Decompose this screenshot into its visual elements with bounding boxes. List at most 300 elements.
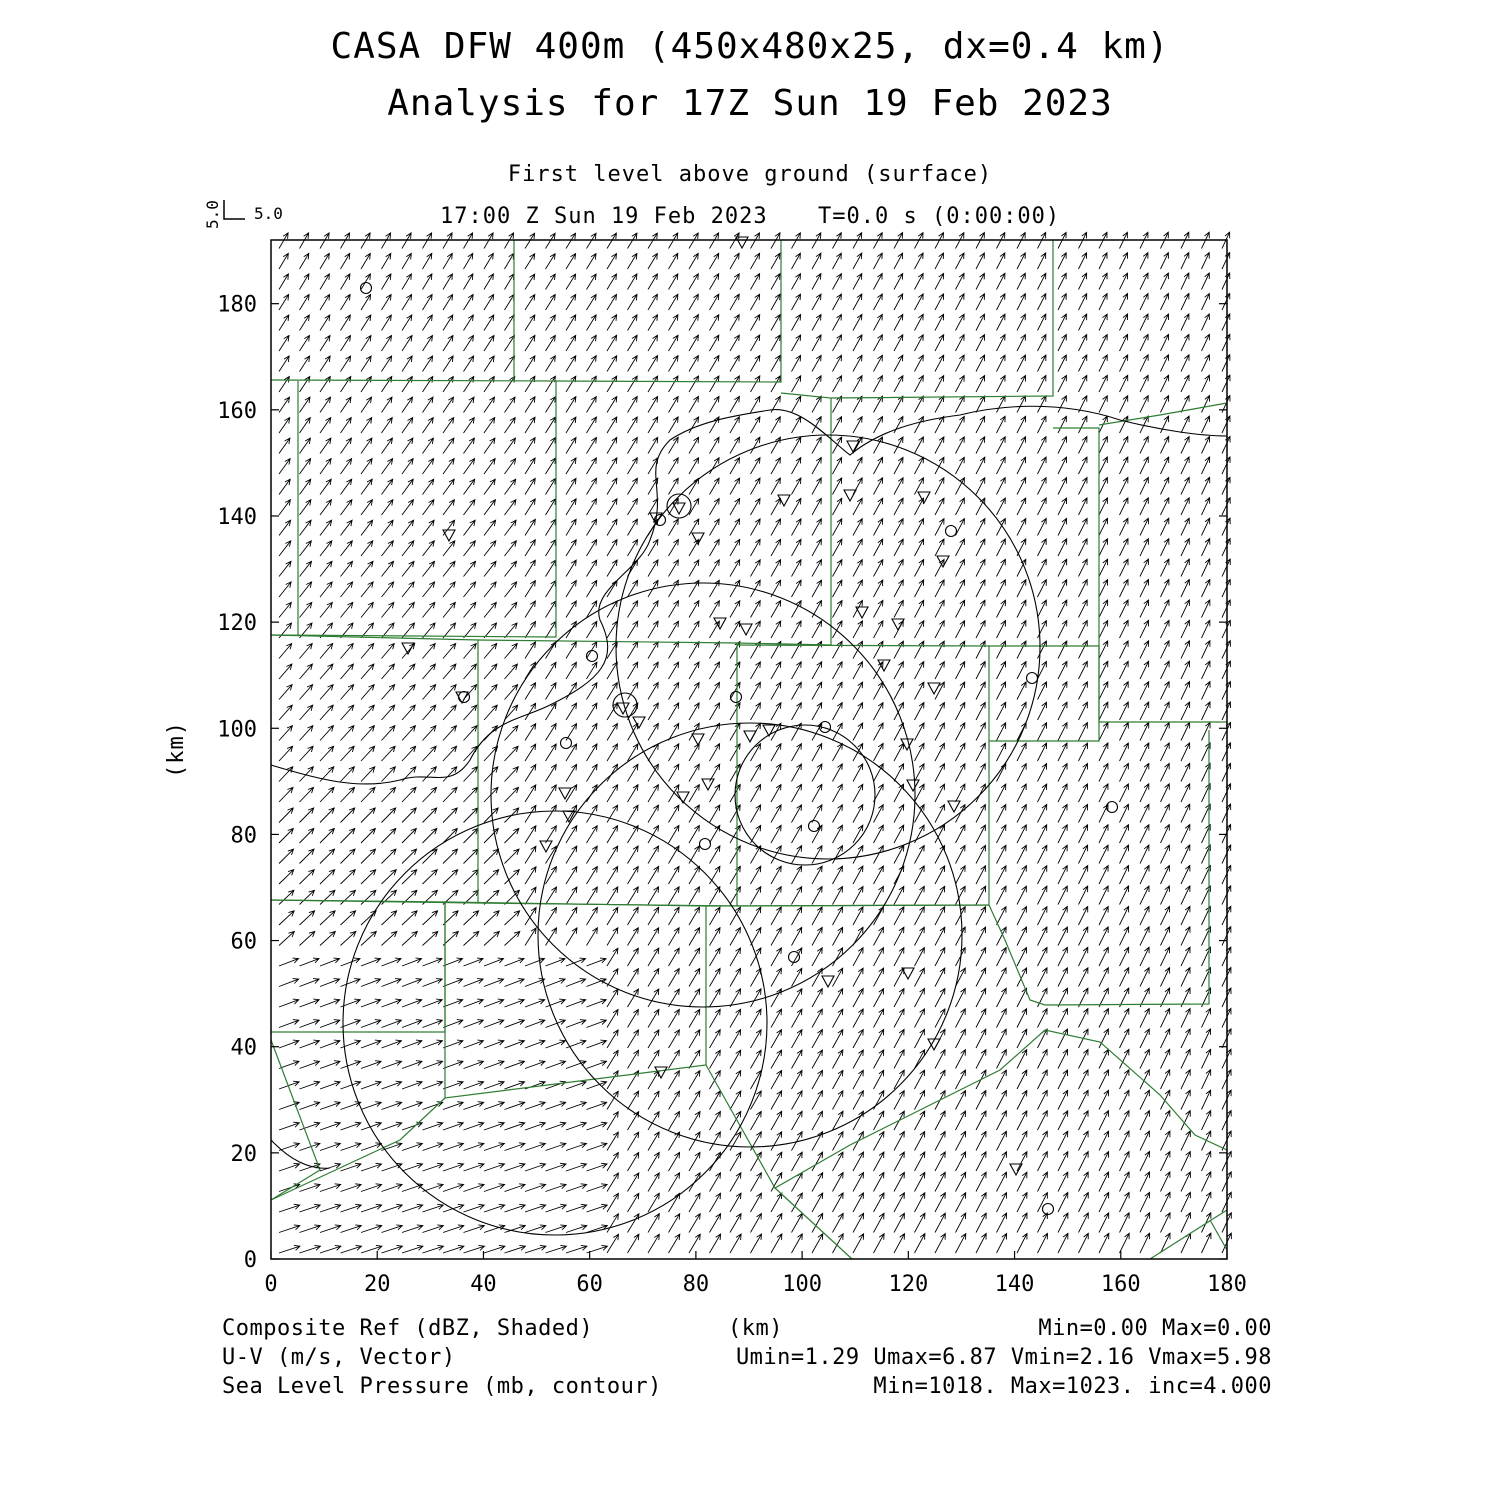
station-circle-icon (700, 839, 711, 850)
wind-vector (710, 376, 719, 392)
wind-vector (566, 662, 576, 679)
wind-vector (1017, 988, 1027, 1007)
wind-vector (566, 233, 576, 248)
wind-vector (300, 979, 320, 987)
wind-vector (587, 683, 597, 700)
wind-vector (915, 968, 925, 986)
wind-vector (361, 849, 376, 863)
wind-vector (730, 315, 739, 331)
wind-vector (505, 459, 516, 474)
wind-vector (956, 641, 965, 658)
wind-vector (915, 560, 924, 577)
station-triangle-icon (692, 734, 704, 745)
y-tick-label: 180 (217, 292, 257, 318)
wind-vector (935, 1193, 945, 1212)
wind-vector (689, 1071, 700, 1089)
wind-vector (853, 1050, 863, 1069)
wind-vector (300, 459, 311, 474)
wind-vector (935, 437, 944, 454)
wind-vector (812, 396, 821, 412)
wind-vector (853, 682, 863, 699)
wind-vector (1017, 1029, 1027, 1048)
wind-vector (320, 1225, 341, 1233)
wind-vector (320, 520, 332, 535)
level-label: First level above ground (surface) (507, 162, 993, 187)
wind-vector (997, 498, 1006, 515)
wind-vector (710, 682, 720, 699)
county-line (271, 900, 445, 1032)
wind-vector (1161, 1029, 1170, 1048)
wind-vector (382, 664, 395, 679)
wind-vector (525, 458, 535, 474)
wind-vector (751, 1050, 762, 1068)
wind-vector (423, 705, 436, 720)
wind-vector (587, 1184, 608, 1192)
wind-vector (1140, 702, 1149, 720)
wind-vector (484, 999, 504, 1007)
wind-vector (1140, 1009, 1149, 1028)
wind-vector (997, 907, 1007, 925)
wind-vector (320, 979, 340, 987)
wind-vector (505, 582, 517, 597)
wind-vector (853, 1070, 863, 1089)
wind-vector (1120, 723, 1129, 741)
wind-vector (1099, 825, 1108, 843)
wind-vector (628, 417, 638, 433)
wind-vector (382, 1204, 403, 1212)
wind-vector (341, 685, 354, 700)
wind-vector (956, 355, 965, 371)
wind-vector (1161, 1049, 1170, 1068)
wind-vector (956, 478, 965, 495)
wind-vector (853, 907, 863, 925)
wind-vector (361, 253, 370, 269)
vector-scale-x: 5.0 (254, 204, 283, 223)
wind-vector (689, 1193, 700, 1212)
wind-vector (1079, 457, 1088, 474)
wind-vector (648, 1091, 659, 1109)
wind-vector (792, 805, 802, 823)
wind-vector (1038, 1090, 1048, 1109)
wind-vector (279, 274, 288, 290)
wind-vector (669, 560, 679, 577)
wind-vector (915, 1234, 925, 1253)
wind-vector (484, 274, 493, 290)
wind-vector (956, 723, 965, 741)
wind-vector (1202, 641, 1210, 659)
wind-vector (669, 1030, 680, 1048)
wind-vector (997, 559, 1006, 576)
wind-vector (402, 958, 422, 966)
wind-vector (874, 723, 884, 741)
wind-vector (525, 601, 535, 618)
wind-vector (751, 948, 761, 966)
wind-vector (587, 458, 597, 474)
wind-vector (546, 499, 556, 515)
wind-vector (1120, 273, 1128, 289)
wind-vector (1038, 1131, 1048, 1150)
wind-vector (730, 294, 739, 310)
wind-vector (853, 560, 862, 577)
wind-vector (341, 808, 355, 823)
wind-vector (874, 621, 883, 638)
wind-vector (648, 887, 659, 905)
wind-vector (1120, 1233, 1130, 1253)
wind-vector (279, 438, 290, 453)
wind-vector (669, 826, 679, 844)
wind-vector (464, 979, 484, 987)
wind-vector (525, 540, 535, 556)
wind-vector (1058, 559, 1067, 576)
wind-vector (607, 560, 617, 577)
wind-vector (300, 315, 310, 331)
pressure-contour (271, 1140, 330, 1168)
wind-vector (484, 295, 494, 311)
wind-vector (812, 641, 822, 658)
wind-vector (710, 887, 720, 905)
wind-vector (1222, 293, 1230, 310)
wind-vector (935, 948, 945, 966)
wind-vector (648, 1193, 659, 1212)
wind-vector (320, 602, 332, 617)
wind-vector (853, 989, 863, 1007)
wind-vector (320, 911, 335, 925)
wind-vector (751, 989, 762, 1007)
wind-vector (402, 787, 416, 802)
wind-vector (505, 500, 516, 515)
wind-vector (484, 623, 497, 638)
wind-vector (894, 478, 903, 495)
wind-vector (587, 1040, 607, 1048)
wind-vector (628, 458, 638, 474)
wind-vector (628, 928, 639, 946)
wind-vector (853, 1152, 864, 1171)
wind-vector (464, 1122, 484, 1130)
wind-vector (915, 1152, 925, 1171)
wind-vector (341, 1081, 361, 1089)
wind-vector (607, 294, 617, 310)
wind-vector (607, 478, 617, 494)
wind-vector (505, 356, 515, 372)
wind-vector (689, 1234, 700, 1253)
wind-vector (382, 418, 393, 433)
wind-vector (505, 664, 518, 679)
wind-vector (997, 1009, 1007, 1028)
wind-vector (648, 1152, 659, 1171)
wind-vector (341, 644, 354, 659)
wind-vector (1017, 927, 1027, 946)
wind-vector (894, 519, 903, 536)
wind-vector (628, 1153, 639, 1172)
wind-vector (853, 1173, 864, 1192)
wind-vector (382, 870, 397, 884)
wind-vector (300, 931, 315, 945)
wind-vector (771, 601, 781, 618)
wind-vector (566, 887, 577, 905)
wind-vector (997, 682, 1006, 700)
wind-vector (607, 1153, 618, 1172)
wind-vector (279, 295, 289, 311)
wind-vector (1161, 355, 1169, 372)
wind-vector (874, 968, 884, 986)
wind-vector (587, 928, 598, 946)
wind-vector (443, 685, 456, 700)
wind-vector (976, 314, 985, 330)
wind-vector (1120, 743, 1129, 761)
wind-vector (935, 805, 945, 823)
wind-vector (669, 580, 679, 597)
wind-vector (669, 948, 680, 966)
wind-vector (505, 829, 519, 844)
wind-vector (484, 582, 496, 597)
wind-vector (751, 1111, 762, 1130)
wind-vector (1058, 825, 1067, 843)
wind-vector (1181, 334, 1189, 351)
wind-vector (915, 1029, 925, 1048)
wind-vector (648, 601, 658, 618)
y-tick-label: 20 (230, 1141, 257, 1167)
wind-vector (1202, 253, 1210, 269)
wind-vector (1058, 478, 1067, 495)
wind-vector (730, 744, 740, 761)
wind-vector (812, 907, 822, 925)
wind-vector (525, 233, 535, 248)
wind-vector (443, 1143, 463, 1151)
wind-vector (976, 1131, 986, 1150)
wind-vector (1058, 1172, 1068, 1191)
wind-vector (1038, 580, 1047, 597)
wind-vector (751, 805, 761, 823)
county-line (706, 905, 989, 906)
wind-vector (997, 1213, 1007, 1232)
wind-vector (894, 1234, 905, 1253)
wind-vector (361, 336, 371, 352)
wind-vector (648, 703, 658, 720)
wind-vector (648, 805, 659, 822)
wind-vector (279, 685, 292, 700)
wind-vector (402, 479, 413, 494)
wind-vector (853, 314, 862, 330)
wind-vector (1140, 1131, 1149, 1150)
wind-vector (1181, 682, 1190, 700)
wind-vector (587, 478, 597, 494)
wind-vector (976, 723, 985, 741)
wind-vector (1202, 1111, 1211, 1130)
wind-vector (976, 1009, 986, 1028)
wind-vector (1140, 682, 1149, 700)
wind-vector (402, 746, 416, 761)
wind-vector (628, 233, 637, 248)
wind-vector (546, 1184, 567, 1192)
wind-vector (956, 927, 966, 945)
wind-vector (792, 764, 802, 782)
wind-vector (1161, 498, 1169, 515)
county-line (706, 1030, 1227, 1188)
wind-vector (525, 1061, 545, 1069)
wind-vector (1161, 784, 1170, 802)
wind-vector (792, 907, 802, 925)
wind-vector (341, 479, 352, 494)
wind-vector (669, 744, 679, 761)
wind-vector (628, 478, 638, 494)
wind-vector (443, 479, 454, 494)
wind-vector (874, 498, 883, 515)
wind-vector (587, 417, 597, 433)
wind-vector (566, 397, 576, 413)
wind-vector (587, 581, 597, 598)
wind-vector (382, 1122, 402, 1130)
wind-vector (710, 519, 720, 536)
wind-vector (525, 1204, 546, 1212)
wind-vector (382, 1061, 402, 1069)
wind-vector (935, 253, 944, 269)
wind-vector (443, 849, 458, 863)
wind-vector (300, 999, 320, 1007)
wind-vector (689, 1152, 700, 1171)
wind-vector (915, 1193, 925, 1212)
wind-vector (587, 744, 598, 761)
wind-vector (546, 417, 556, 433)
wind-vector (1120, 600, 1129, 618)
wind-vector (1079, 273, 1087, 289)
station-circle-icon (946, 526, 957, 537)
wind-vector (279, 561, 291, 576)
wind-vector (443, 561, 455, 576)
wind-vector (710, 539, 720, 556)
wind-vector (730, 274, 739, 290)
wind-vector (1161, 314, 1169, 331)
wind-vector (792, 1214, 803, 1233)
wind-vector (566, 315, 576, 331)
wind-vector (1202, 1090, 1211, 1109)
wind-vector (361, 1040, 381, 1048)
range-ring (616, 435, 1040, 859)
wind-vector (1202, 334, 1210, 351)
station-circle-icon (731, 692, 742, 703)
wind-vector (1181, 661, 1190, 679)
wind-vector (710, 1091, 721, 1110)
wind-vector (976, 416, 985, 433)
wind-vector (792, 1234, 803, 1253)
wind-vector (915, 519, 924, 536)
wind-vector (1058, 1193, 1068, 1213)
wind-vector (1120, 1090, 1129, 1109)
wind-vector (669, 1234, 680, 1253)
wind-vector (956, 1070, 966, 1089)
wind-vector (566, 1061, 586, 1069)
wind-vector (1222, 436, 1230, 453)
wind-vector (300, 253, 309, 269)
station-triangle-icon (907, 780, 919, 791)
wind-vector (464, 705, 477, 720)
wind-vector (1202, 416, 1210, 433)
wind-vector (751, 907, 761, 925)
wind-vector (607, 1050, 618, 1068)
wind-vector (525, 846, 536, 863)
wind-vector (956, 621, 965, 638)
wind-vector (1120, 906, 1129, 925)
wind-vector (1181, 355, 1189, 372)
wind-vector (669, 315, 678, 331)
wind-vector (874, 805, 884, 823)
vector-scale-y: 5.0 (202, 200, 222, 229)
wind-vector (833, 866, 843, 884)
wind-vector (751, 274, 760, 290)
wind-vector (956, 294, 965, 310)
wind-vector (628, 1050, 639, 1068)
wind-vector (956, 1213, 966, 1232)
wind-vector (1038, 416, 1047, 433)
wind-vector (1120, 845, 1129, 863)
wind-vector (1017, 805, 1026, 823)
wind-vector (505, 911, 520, 925)
wind-vector (587, 1143, 607, 1151)
range-ring (491, 583, 915, 1007)
wind-vector (1222, 661, 1230, 679)
wind-vector (976, 886, 986, 904)
y-tick-label: 80 (230, 823, 257, 849)
wind-vector (1161, 294, 1169, 311)
wind-vector (1161, 763, 1170, 781)
wind-vector (1038, 682, 1047, 700)
wind-vector (300, 705, 313, 720)
wind-vector (1017, 1050, 1027, 1069)
wind-vector (546, 233, 556, 248)
wind-vector (956, 457, 965, 474)
wind-vector (915, 457, 924, 474)
wind-vector (607, 989, 618, 1007)
wind-vector (874, 417, 883, 434)
wind-vector (710, 1132, 721, 1151)
wind-vector (812, 621, 822, 638)
wind-vector (1058, 396, 1066, 413)
wind-vector (1058, 927, 1067, 946)
wind-vector (1161, 437, 1169, 454)
wind-vector (341, 979, 361, 987)
wind-vector (751, 1030, 762, 1048)
wind-vector (771, 560, 781, 577)
wind-vector (915, 703, 924, 721)
wind-vector (1202, 396, 1210, 413)
wind-vector (997, 968, 1007, 987)
wind-vector (1202, 682, 1211, 700)
wind-vector (525, 887, 536, 904)
wind-vector (812, 887, 822, 905)
wind-vector (689, 1091, 700, 1109)
wind-vector (361, 1061, 381, 1069)
wind-vector (833, 641, 843, 658)
wind-vector (300, 561, 312, 576)
wind-vector (443, 1122, 463, 1130)
wind-vector (1058, 498, 1067, 515)
wind-vector (566, 274, 576, 289)
wind-vector (566, 478, 576, 494)
wind-vector (1058, 273, 1066, 289)
wind-vector (382, 438, 393, 453)
wind-vector (484, 931, 499, 945)
wind-vector (341, 870, 356, 884)
wind-vector (484, 438, 495, 453)
wind-vector (587, 1102, 607, 1110)
wind-vector (525, 1040, 545, 1048)
wind-vector (382, 1102, 402, 1110)
wind-vector (1058, 1131, 1068, 1150)
wind-vector (1079, 1111, 1089, 1130)
wind-vector (607, 1010, 618, 1028)
wind-vector (361, 356, 371, 372)
wind-vector (341, 958, 361, 966)
station-circle-icon (1043, 1204, 1054, 1215)
